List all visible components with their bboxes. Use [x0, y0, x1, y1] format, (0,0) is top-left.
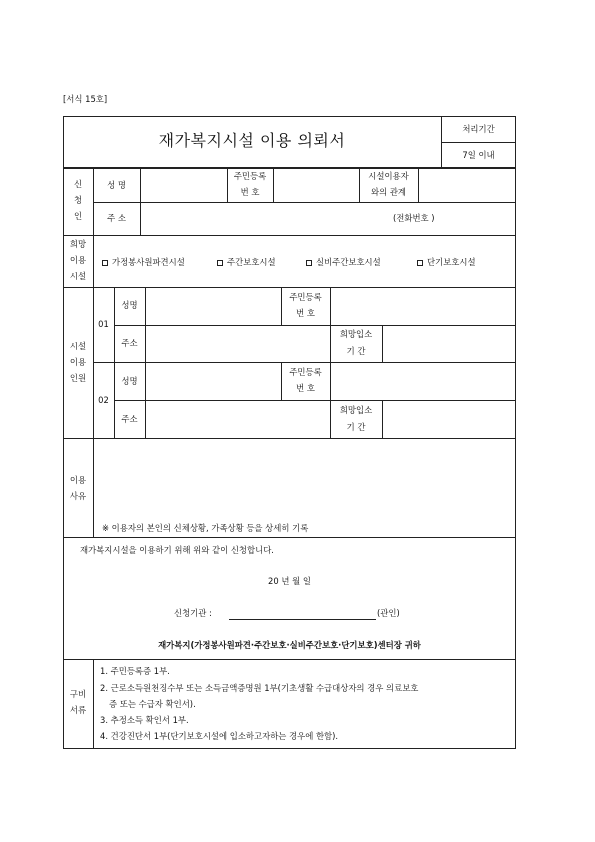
option-short-term[interactable]: 단기보호시설 [417, 256, 476, 268]
user-01-address-label: 주소 [121, 338, 138, 348]
documents-section-1: 구비 [69, 689, 87, 699]
documents-section-2: 서류 [69, 705, 87, 715]
processing-label: 처리기간 [462, 124, 495, 134]
users-section-1: 시설 [69, 341, 87, 351]
user-01-rrn-label-2: 번 호 [296, 308, 315, 318]
user-01-period-field[interactable] [383, 326, 515, 361]
reason-note: ※ 이용자의 본인의 신체상황, 가족상황 등을 상세히 기록 [102, 523, 309, 533]
applicant-address-field[interactable] [141, 203, 515, 234]
user-02-address-label: 주소 [121, 414, 138, 424]
applicant-rrn-field[interactable] [274, 169, 358, 201]
signer-label: 신청기관 : [174, 608, 212, 618]
desired-section-2: 이용 [69, 255, 87, 265]
desired-section-3: 시설 [69, 271, 87, 281]
user-02-address-field[interactable] [146, 401, 329, 437]
user-01-name-label: 성명 [121, 300, 138, 310]
checkbox[interactable] [217, 260, 223, 266]
document-item-2: 2. 근로소득원천징수부 또는 소득금액증명원 1부(기초생활 수급대상자의 경우 의료보호 [100, 683, 419, 693]
user-02-period-label-2: 기 간 [346, 422, 366, 432]
declaration-text: 재가복지시설을 이용하기 위해 위와 같이 신청합니다. [80, 545, 274, 555]
user-01-period-label-2: 기 간 [346, 346, 366, 356]
seal-label: (관인) [377, 608, 400, 618]
user-01-name-field[interactable] [146, 288, 280, 324]
document-item-2-cont: 증 또는 수급자 확인서). [109, 699, 196, 709]
user-01-no: 01 [98, 319, 109, 329]
checkbox[interactable] [417, 260, 423, 266]
user-02-period-field[interactable] [383, 401, 515, 437]
user-02-rrn-field[interactable] [331, 363, 515, 399]
reason-section-1: 이용 [69, 475, 87, 485]
signer-line[interactable] [229, 619, 376, 620]
user-02-name-field[interactable] [146, 363, 280, 399]
form-title: 재가복지시설 이용 의뢰서 [158, 131, 346, 150]
user-01-period-label-1: 희망입소 [339, 329, 373, 339]
user-02-name-label: 성명 [121, 376, 138, 386]
relation-label-2: 와의 관계 [370, 187, 407, 197]
processing-value: 7일 이내 [462, 150, 495, 160]
declaration-date[interactable]: 20 년 월 일 [268, 576, 311, 586]
applicant-address-label: 주 소 [107, 213, 126, 223]
document-item-4: 4. 건강진단서 1부(단기보호시설에 입소하고자하는 경우에 한함). [100, 731, 339, 741]
applicant-rrn-label-1: 주민등록 [233, 171, 267, 181]
users-section-2: 이용 [69, 357, 87, 367]
user-02-no: 02 [98, 395, 109, 405]
option-paid-day-care[interactable]: 실비주간보호시설 [306, 256, 381, 268]
user-02-period-label-1: 희망입소 [339, 405, 373, 415]
applicant-name-field[interactable] [141, 169, 226, 201]
phone-label: (전화번호 ) [393, 213, 435, 223]
document-item-3: 3. 추정소득 확인서 1부. [100, 715, 189, 725]
reason-section-2: 사유 [69, 491, 87, 501]
desired-section-1: 희망 [69, 239, 87, 249]
checkbox[interactable] [102, 260, 108, 266]
applicant-name-label: 성 명 [107, 180, 126, 190]
users-section-3: 인원 [69, 373, 87, 383]
applicant-section-3: 인 [73, 211, 83, 221]
user-01-address-field[interactable] [146, 326, 329, 361]
relation-field[interactable] [419, 169, 515, 201]
user-01-rrn-label-1: 주민등록 [289, 292, 322, 302]
applicant-section-2: 청 [73, 195, 83, 205]
option-home-helper[interactable]: 가정봉사원파견시설 [102, 256, 185, 268]
form-number: [서식 15호] [63, 94, 108, 104]
user-02-rrn-label-2: 번 호 [296, 383, 315, 393]
option-day-care[interactable]: 주간보호시설 [217, 256, 276, 268]
relation-label-1: 시설이용자 [368, 171, 409, 181]
applicant-rrn-label-2: 번 호 [240, 187, 260, 197]
applicant-section-1: 신 [73, 179, 83, 189]
addressee: 재가복지(가정봉사원파견·주간보호·실비주간보호·단기보호)센터장 귀하 [158, 640, 421, 650]
document-item-1: 1. 주민등록증 1부. [100, 666, 170, 676]
reason-field[interactable] [94, 439, 515, 521]
user-02-rrn-label-1: 주민등록 [289, 367, 322, 377]
checkbox[interactable] [306, 260, 312, 266]
user-01-rrn-field[interactable] [331, 288, 515, 324]
